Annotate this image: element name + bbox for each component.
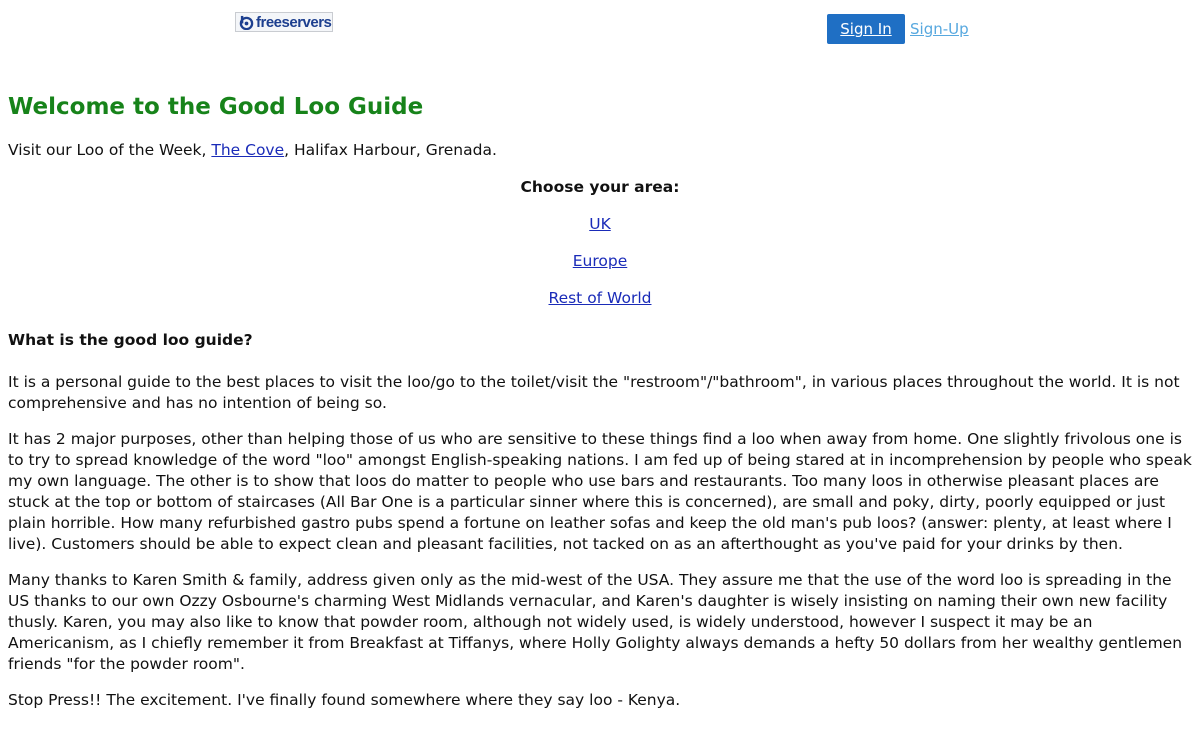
paragraph-thanks: Many thanks to Karen Smith & family, address given only as the mid-west of the USA. They assure me that the use of the word loo is spreading in the US thanks to our own Ozzy Osbourne's charming West Midlands vernacular, and Karen's daughter is wisely insisting on naming their own new facility thusly. Karen, you may also like to know that powder room, although not widely used, is widely understood, however I suspect it may be an Americanism, as I chiefly remember it from Breakfast at Tiffanys, where Holly Golighty always demands a hefty 50 dollars from her wealthy gentlemen friends "for the powder room".	[8, 571, 1183, 673]
logo-text: freeservers	[256, 13, 332, 31]
paragraph-purposes: It has 2 major purposes, other than helping those of us who are sensitive to these things find a loo when away from home. One slightly frivolous one is to try to spread knowledge of the word "loo" amongst English-speaking nations. I am fed up of being stared at in incomprehension by people who speak my own language. The other is to show that loos do matter to people who use bars and restaurants. Too many loos in otherwise pleasant places are stuck at the top or bottom of staircases (All Bar One is a particular sinner where this is concerned), are small and poky, dirty, poorly equipped or just plain horrible. How many refurbished gastro pubs spend a fortune on leather sofas and keep the old man's pub loos? (answer: plenty, at least where I live). Customers should be able to expect clean and pleasant facilities, not tacked on as an afterthought as you've paid for your drinks by then.	[8, 430, 1192, 553]
area-link-europe[interactable]: Europe	[572, 252, 628, 270]
top-bar	[0, 0, 1200, 60]
freeservers-logo[interactable]	[235, 12, 333, 32]
loo-week-suffix: , Halifax Harbour, Grenada.	[284, 141, 497, 159]
choose-area-label: Choose your area:	[520, 178, 680, 196]
main-content	[0, 91, 1200, 711]
loo-of-the-week-link[interactable]: The Cove	[211, 141, 285, 159]
sign-in-button[interactable]: Sign In	[827, 14, 905, 44]
sign-up-link[interactable]: Sign-Up	[910, 20, 969, 38]
section-heading: What is the good loo guide?	[8, 331, 253, 349]
area-link-rest-of-world[interactable]: Rest of World	[548, 289, 652, 307]
freeservers-logo-icon	[239, 15, 254, 30]
loo-of-the-week	[8, 140, 1192, 161]
area-link-uk[interactable]: UK	[589, 215, 611, 233]
page-title: Welcome to the Good Loo Guide	[8, 94, 424, 120]
paragraph-stop-press: Stop Press!! The excitement. I've finally found somewhere where they say loo - Kenya.	[8, 691, 681, 709]
paragraph-intro: It is a personal guide to the best places to visit the loo/go to the toilet/visit the "restroom"/"bathroom", in various places throughout the world. It is not comprehensive and has no intention of being so.	[8, 373, 1180, 412]
area-item-europe	[8, 251, 1192, 272]
loo-week-prefix: Visit our Loo of the Week,	[8, 141, 212, 159]
area-item-uk	[8, 214, 1192, 235]
area-item-rest-of-world	[8, 288, 1192, 309]
